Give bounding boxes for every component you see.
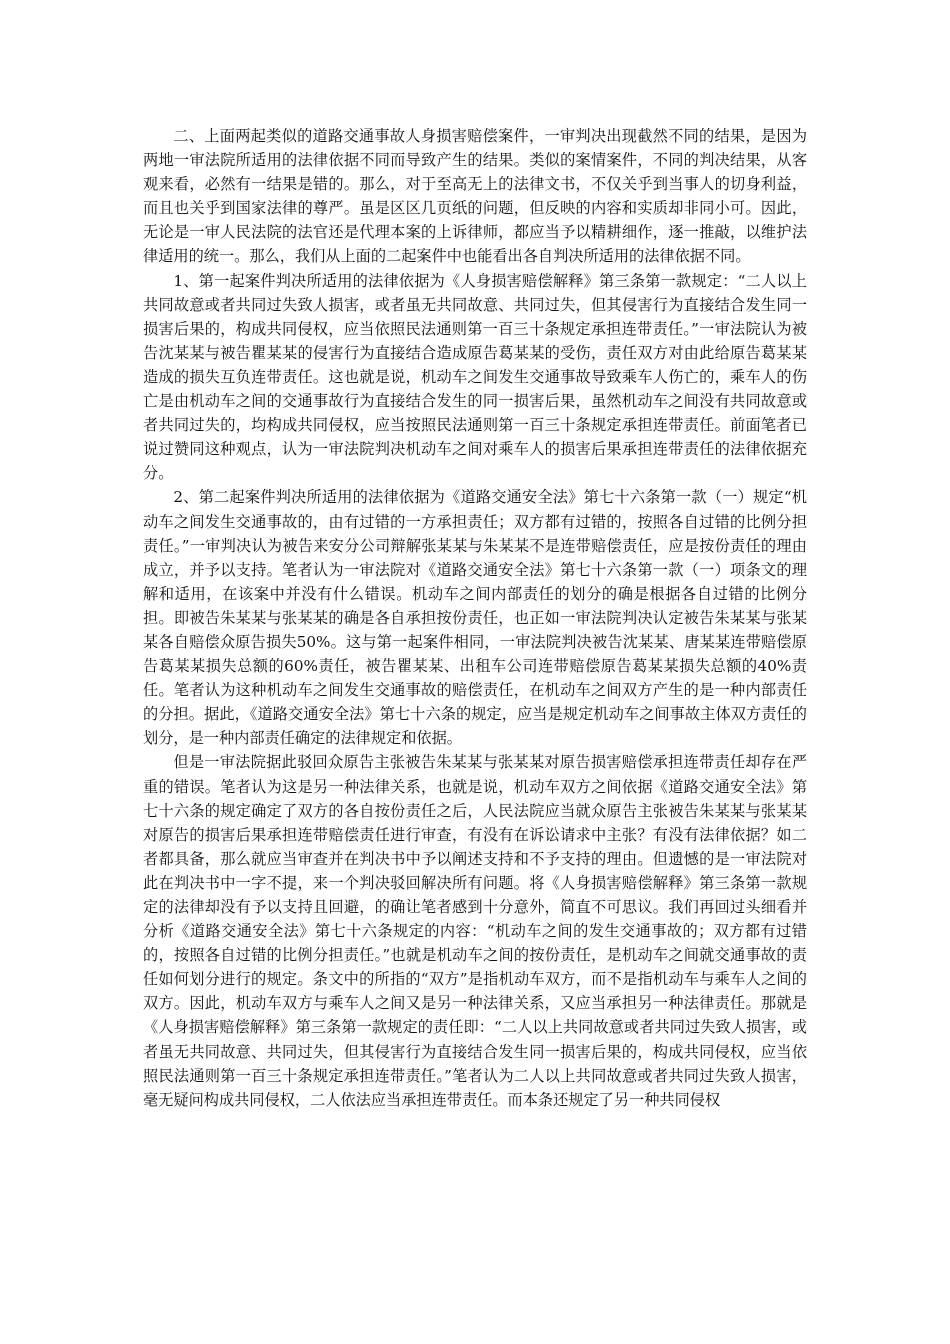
paragraph-analysis-intro: 二、上面两起类似的道路交通事故人身损害赔偿案件，一审判决出现截然不同的结果，是因为两地一审法院所适用的法律依据不同而导致产生的结果。类似的案情案件，不同的判决结果，从客观来看，必然有一结果是错的。那么，对于至高无上的法律文书，不仅关乎到当事人的切身利益，而且也关乎到国家法律的尊严。虽是区区几页纸的问题，但反映的内容和实质却非同小可。因此，无论是一审人民法院的法官还是代理本案的上诉律师，都应当予以精耕细作，逐一推敲，以维护法律适用的统一。那么，我们从上面的二起案件中也能看出各自判决所适用的法律依据不同。	[143, 127, 807, 266]
paragraph-first-case: 1、第一起案件判决所适用的法律依据为《人身损害赔偿解释》第三条第一款规定：“二人以上共同故意或者共同过失致人损害，或者虽无共同故意、共同过失，但其侵害行为直接结合发生同一损害后果的，构成共同侵权，应当依照民法通则第一百三十条规定承担连带责任。”一审法院认为被告沈某某与被告瞿某某的侵害行为直接结合造成原告葛某某的受伤，责任双方对由此给原告葛某某造成的损失互负连带责任。这也就是说，机动车之间发生交通事故导致乘车人伤亡的，乘车人的伤亡是由机动车之间的交通事故行为直接结合发生的同一损害后果，虽然机动车之间没有共同故意或者共同过失的，均构成共同侵权，应当按照民法通则第一百三十条规定承担连带责任。前面笔者已说过赞同这种观点，认为一审法院判决机动车之间对乘车人的损害后果承担连带责任的法律依据充分。	[143, 271, 807, 483]
paragraph-second-case: 2、第二起案件判决所适用的法律依据为《道路交通安全法》第七十六条第一款（一）规定“机动车之间发生交通事故的，由有过错的一方承担责任；双方都有过错的，按照各自过错的比例分担责任。”一审判决认为被告来安分公司辩解张某某与朱某某不是连带赔偿责任，应是按份责任的理由成立，并予以支持。笔者认为一审法院对《道路交通安全法》第七十六条第一款（一）项条文的理解和适用，在该案中并没有什么错误。机动车之间内部责任的划分的确是根据各自过错的比例分担。即被告朱某某与张某某的确是各自承担按份责任，也正如一审法院判决认定被告朱某某与张某某各自赔偿众原告损失50%。这与第一起案件相同，一审法院判决被告沈某某、唐某某连带赔偿原告葛某某损失总额的60%责任，被告瞿某某、出租车公司连带赔偿原告葛某某损失总额的40%责任。笔者认为这种机动车之间发生交通事故的赔偿责任，在机动车之间双方产生的是一种内部责任的分担。据此，《道路交通安全法》第七十六条的规定，应当是规定机动车之间事故主体双方责任的划分，是一种内部责任确定的法律规定和依据。	[143, 488, 807, 748]
paragraph-error-analysis: 但是一审法院据此驳回众原告主张被告朱某某与张某某对原告损害赔偿承担连带责任却存在严重的错误。笔者认为这是另一种法律关系，也就是说，机动车双方之间依据《道路交通安全法》第七十六条的规定确定了双方的各自按份责任之后，人民法院应当就众原告主张被告朱某某与张某某对原告的损害后果承担连带赔偿责任进行审查，有没有在诉讼请求中主张？有没有法律依据？如二者都具备，那么就应当审查并在判决书中予以阐述支持和不予支持的理由。但遗憾的是一审法院对此在判决书中一字不提，来一个判决驳回解决所有问题。将《人身损害赔偿解释》第三条第一款规定的法律却没有予以支持且回避，的确让笔者感到十分意外，简直不可思议。我们再回过头细看并分析《道路交通安全法》第七十六条规定的内容：“机动车之间的发生交通事故的；双方都有过错的，按照各自过错的比例分担责任。”也就是机动车之间的按份责任，是机动车之间就交通事故的责任如何划分进行的规定。条文中的所指的“双方”是指机动车双方，而不是指机动车与乘车人之间的双方。因此，机动车双方与乘车人之间又是另一种法律关系，又应当承担另一种法律责任。那就是《人身损害赔偿解释》第三条第一款规定的责任即：“二人以上共同故意或者共同过失致人损害，或者虽无共同故意、共同过失，但其侵害行为直接结合发生同一损害后果的，构成共同侵权，应当依照民法通则第一百三十条规定承担连带责任。”笔者认为二人以上共同故意或者共同过失致人损害，毫无疑问构成共同侵权，二人依法应当承担连带责任。而本条还规定了另一种共同侵权	[143, 753, 807, 1109]
document-page	[143, 124, 807, 1112]
